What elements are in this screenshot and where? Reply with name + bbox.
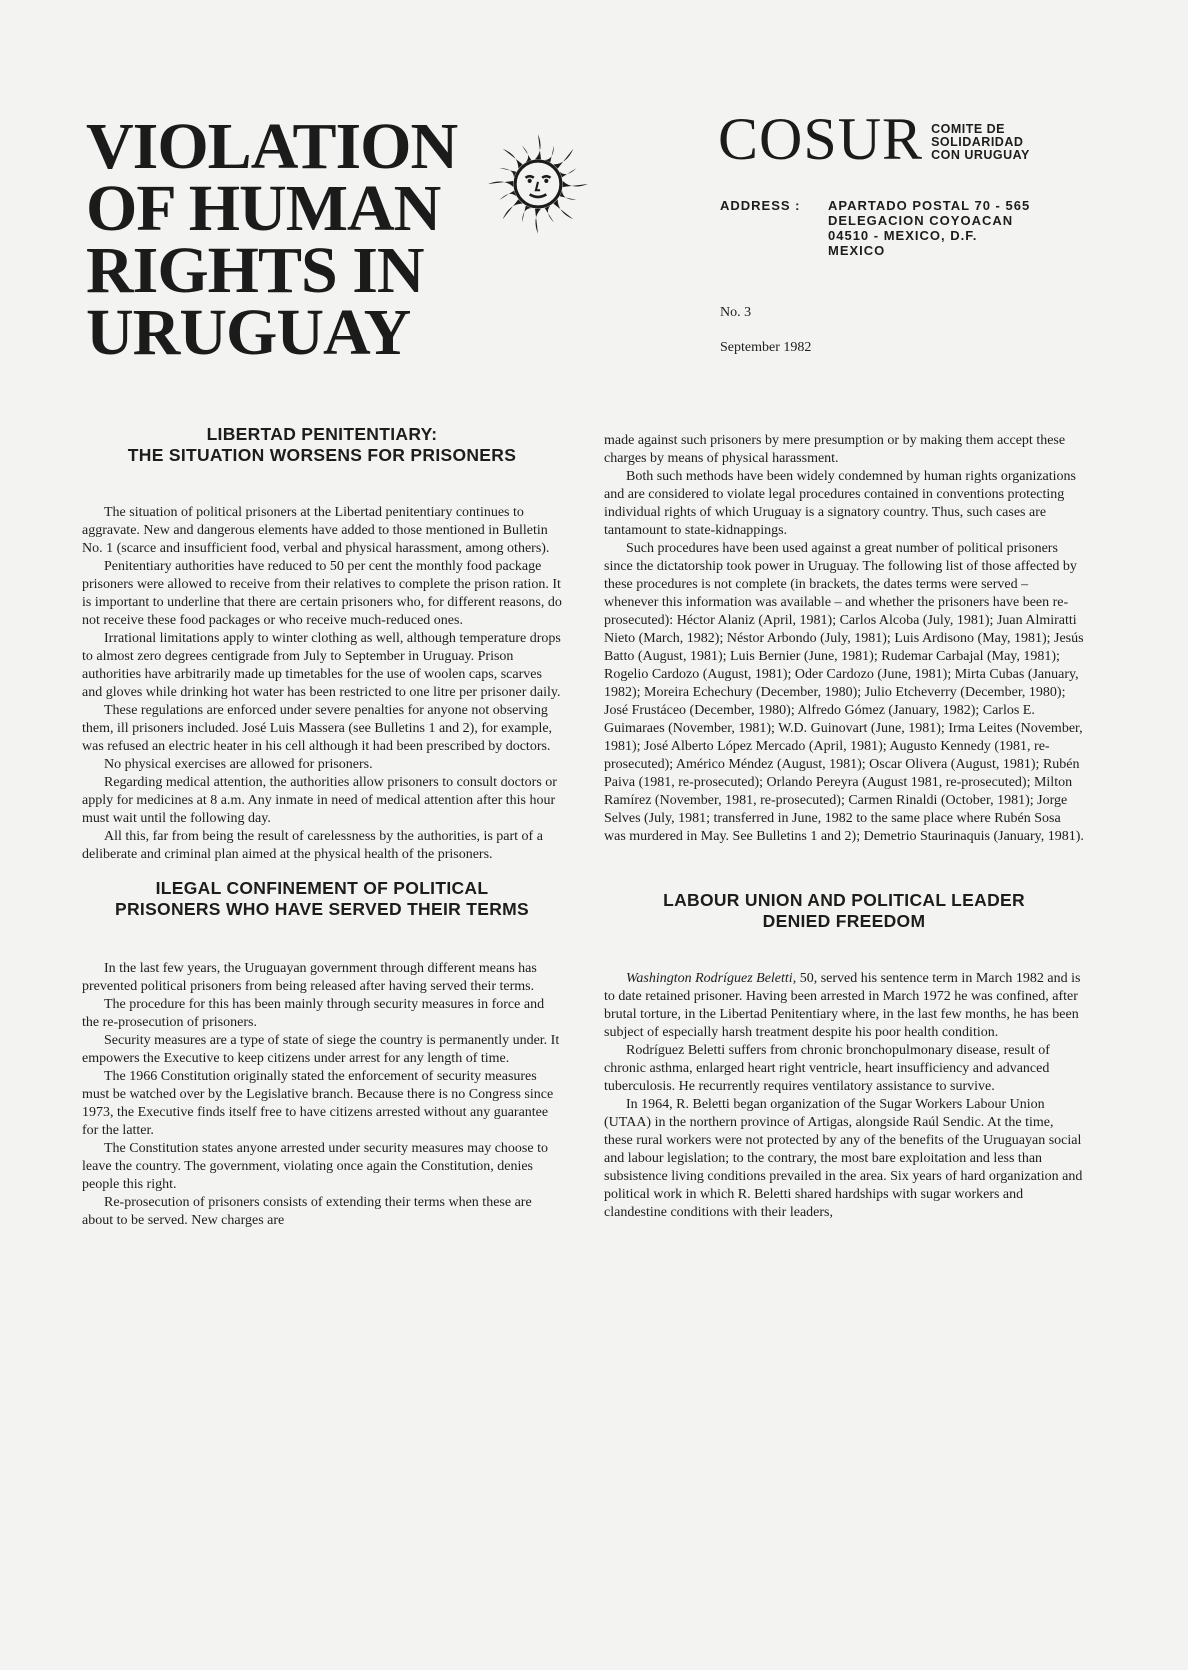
cosur-logo [718,106,1030,172]
paragraph: made against such prisoners by mere presumption or by making them accept these charges by means of physical harassment. [604,433,1066,466]
address-block [720,198,1030,258]
sun-ray [545,146,554,163]
sun-ray [500,168,517,177]
labour-heading [604,890,1084,932]
heading-line: ILEGAL CONFINEMENT OF POLITICAL [155,878,489,898]
paragraph [604,970,1084,1042]
sun-ray [488,181,513,187]
lead-text: , 50, served his sentence term in March 1982 and is to date retained prisoner. Having been arrested in March 1972 he was confined, after brutal torture, in the Libertad Penitentiary where, in the last few months, he has been subject of especially harsh treatment despite his poor health condition. [604,971,1081,1040]
title-line: VIOLATION [86,110,458,183]
address-line: APARTADO POSTAL 70 - 565 [828,198,1031,213]
paragraph: Penitentiary authorities have reduced to 50 per cent the monthly food package prisoners were allowed to receive from their relatives to complete the prison ration. It is important to underline that there are certain prisoners who, for different reasons, do not receive these food packages or who receive much-reduced ones. [82,559,562,628]
sun-ray [563,181,588,187]
paragraph: In 1964, R. Beletti began organization of the Sugar Workers Labour Union (UTAA) in the northern province of Artigas, alongside Raúl Sendic. At the time, these rural workers were not protected by any of the benefits of the Uruguayan social and labour legislation; to the contrary, the most bare exploitation and less than subsistence living conditions prevailed in the area. Six years of hard organization and political work in which R. Beletti shared hardships with sugar workers and clandestine conditions with their leaders, [604,1097,1083,1220]
lead-name: Washington Rodríguez Beletti [626,971,793,986]
address-line: 04510 - MEXICO, D.F. [828,228,978,243]
paragraph: Irrational limitations apply to winter clothing as well, although temperature drops to almost zero degrees centigrade from July to September in Uruguay. Prison authorities have arbitrarily made up timetables for the use of woolen caps, scarves and gloves while drinking hot water has been restricted to one litre per prisoner daily. [82,631,561,700]
sun-ray [503,149,523,169]
cosur-subtitle-line: COMITE DE [931,122,1006,136]
cosur-subtitle [931,123,1030,162]
sun-ray [560,191,577,200]
paragraph: The Constitution states anyone arrested under security measures may choose to leave the country. The government, violating once again the Constitution, denies people this right. [82,1141,548,1192]
sun-ray [503,199,523,219]
cosur-subtitle-line: CON URUGUAY [931,148,1030,162]
address-line: DELEGACION COYOACAN [828,213,1014,228]
confinement-heading [82,878,562,920]
heading-line: THE SITUATION WORSENS FOR PRISONERS [127,445,517,465]
cosur-name: COSUR [718,106,924,172]
paragraph: The situation of political prisoners at the Libertad penitentiary continues to aggravate. New and dangerous elements have added to those mentioned in Bulletin No. 1 (scarce and insufficient food, verbal and physical harassment, among others). [82,505,550,556]
heading-line: DENIED FREEDOM [762,911,926,931]
sun-ray [535,134,541,159]
sun-ray [535,209,541,234]
paragraph: In the last few years, the Uruguayan government through different means has prevented political prisoners from being released after having served their terms. [82,961,537,994]
paragraph: Rodríguez Beletti suffers from chronic bronchopulmonary disease, result of chronic asthma, enlarged heart right ventricle, heart insufficiency and advanced tuberculosis. He recurrently requires ventilatory assistance to survive. [604,1043,1050,1094]
address-line: MEXICO [828,243,886,258]
paragraph: No physical exercises are allowed for prisoners. [104,757,373,772]
address-label: ADDRESS : [720,198,801,213]
sun-ray [522,146,531,163]
heading-line: LIBERTAD PENITENTIARY: [206,424,438,444]
sun-ray [522,206,531,223]
title-line: RIGHTS IN [86,234,424,307]
right-column [604,432,1084,1222]
sun-ray [560,168,577,177]
heading-line: PRISONERS WHO HAVE SERVED THEIR TERMS [115,899,529,919]
paragraph: The procedure for this has been mainly through security measures in force and the re-prosecution of prisoners. [82,997,545,1030]
paragraph: Security measures are a type of state of siege the country is permanently under. It empowers the Executive to keep citizens under arrest for any length of time. [82,1033,560,1066]
paragraph: Regarding medical attention, the authorities allow prisoners to consult doctors or apply for medicines at 8 a.m. Any inmate in need of medical attention after this hour must wait until the following day. [82,775,557,826]
paragraph: Both such methods have been widely condemned by human rights organizations and are considered to violate legal procedures contained in conventions protecting individual rights of which Uruguay is a signatory country. Thus, such cases are tantamount to state-kidnappings. [604,469,1076,538]
libertad-heading [82,424,562,466]
paragraph: Such procedures have been used against a great number of political prisoners since the dictatorship took power in Uruguay. The following list of those affected by these procedures is not complete (in brackets, the dates terms were served – whenever this information was available – and whether the prisoners have been re-prosecuted): Héctor Alaniz (April, 1981); Carlos Alcoba (July, 1981); Juan Almiratti Nieto (March, 1982); Néstor Arbondo (July, 1981); Luis Ardisono (May, 1981); Jesús Batto (August, 1981); Luis Bernier (June, 1981); Rudemar Carbajal (May, 1981); Rogelio Cardozo (August, 1981); Oder Cardozo (June, 1981); Mirta Cubas (January, 1982); Moreira Echechury (December, 1980); Julio Etcheverry (December, 1980); José Frustáceo (December, 1980); Alfredo Gómez (January, 1982); Carlos E. Guimaraes (November, 1981); W.D. Guinovart (June, 1981); Irma Leites (November, 1981); José Alberto López Mercado (April, 1981); Augusto Kennedy (1981, re-prosecuted); Américo Méndez (August, 1981); Oscar Olivera (August, 1981); Rubén Paiva (1981, re-prosecuted); Orlando Pereyra (August 1981, re-prosecuted); Milton Ramírez (November, 1981, re-prosecuted); Carmen Rinaldi (October, 1981); Jorge Selves (July, 1981; transferred in June, 1982 to the same place where Rubén Sosa was murdered in May. See Bulletins 1 and 2); Demetrio Staurinaquis (January, 1981). [604,541,1084,844]
heading-line: LABOUR UNION AND POLITICAL LEADER [663,890,1025,910]
sun-ray [500,191,517,200]
left-column [82,424,562,1230]
address-lines [828,198,1030,258]
issue-date: September 1982 [720,340,812,355]
paragraph: The 1966 Constitution originally stated the enforcement of security measures must be watched over by the Legislative branch. Because there is no Congress since 1973, the Executive finds itself free to have citizens arrested without any guarantee for the latter. [82,1069,554,1138]
paragraph: All this, far from being the result of carelessness by the authorities, is part of a deliberate and criminal plan aimed at the physical health of the prisoners. [82,829,543,862]
paragraph: These regulations are enforced under severe penalties for anyone not observing them, ill prisoners included. José Luis Massera (see Bulletins 1 and 2), for example, was refused an electric heater in his cell although it had been prescribed by doctors. [82,703,553,754]
title-line: OF HUMAN [86,172,441,245]
sun-ray [553,199,573,219]
paragraph: Re-prosecution of prisoners consists of extending their terms when these are about to be served. New charges are [82,1195,532,1228]
issue-number: No. 3 [720,305,752,320]
sun-face-icon [486,132,590,236]
sun-ray [545,206,554,223]
title-line: URUGUAY [86,296,411,369]
cosur-subtitle-line: SOLIDARIDAD [931,135,1024,149]
sun-ray [553,149,573,169]
masthead-title [86,110,476,369]
